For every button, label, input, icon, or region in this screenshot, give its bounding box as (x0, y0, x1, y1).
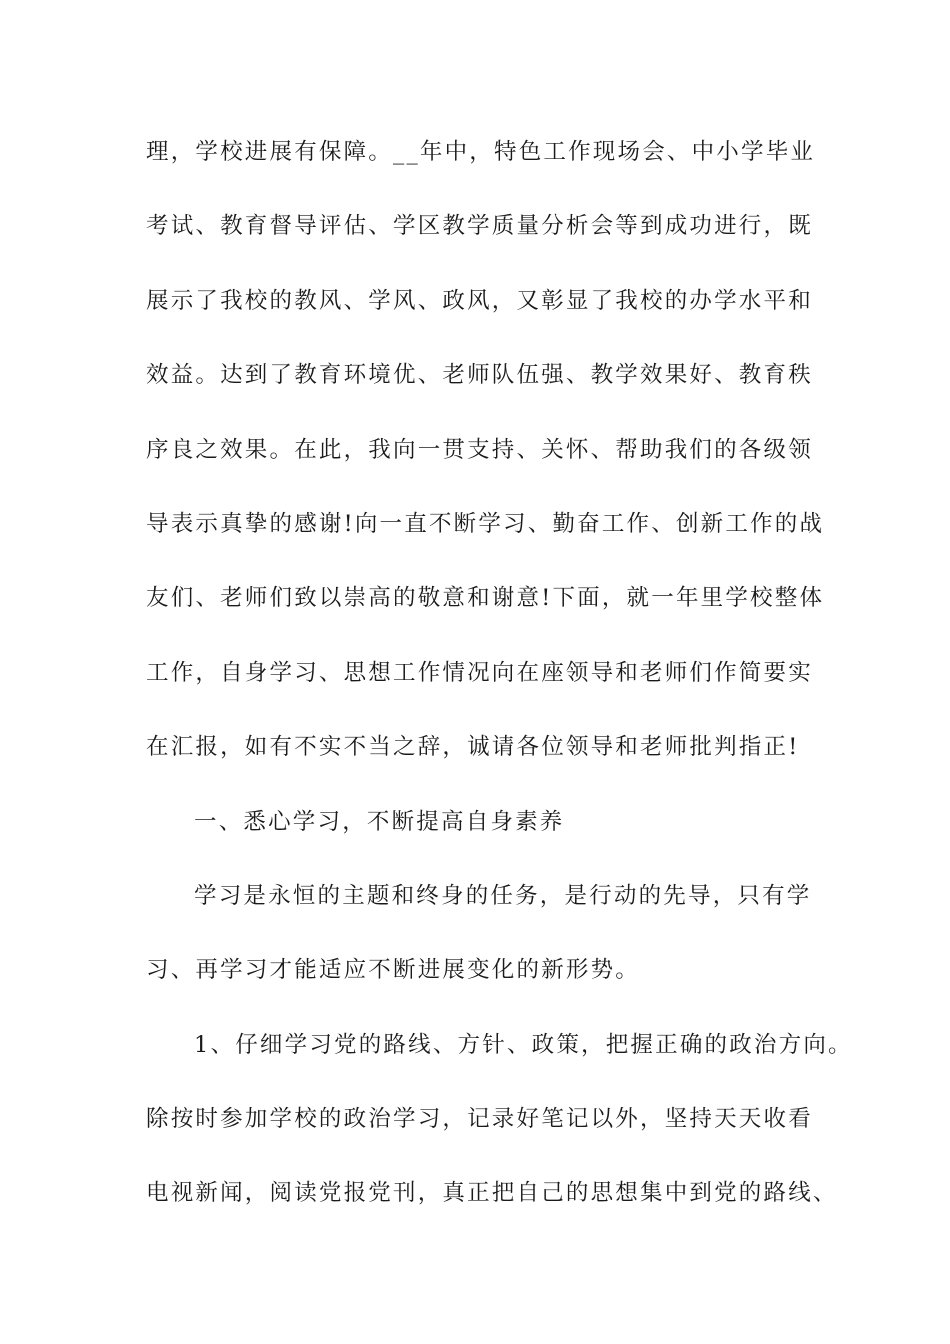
text-line-15: 电视新闻，阅读党报党刊，真正把自己的思想集中到党的路线、 (146, 1180, 838, 1207)
text-line-5: 序良之效果。在此，我向一贯支持、关怀、帮助我们的各级领 (146, 436, 813, 463)
text-line-14: 除按时参加学校的政治学习，记录好笔记以外，坚持天天收看 (146, 1106, 813, 1133)
body-text (146, 128, 853, 1244)
text-line-13: 1、仔细学习党的路线、方针、政策，把握正确的政治方向。 (194, 1031, 853, 1058)
text-line-4: 效益。达到了教育环境优、老师队伍强、教学效果好、教育秩 (146, 362, 813, 389)
text-line-7: 友们、老师们致以崇高的敬意和谢意!下面，就一年里学校整体 (146, 585, 825, 612)
text-line-8: 工作，自身学习、思想工作情况向在座领导和老师们作简要实 (146, 659, 813, 686)
section-heading: 一、悉心学习，不断提高自身素养 (194, 808, 565, 835)
text-line-6: 导表示真挚的感谢!向一直不断学习、勤奋工作、创新工作的战 (146, 510, 825, 537)
text-line-9: 在汇报，如有不实不当之辞，诚请各位领导和老师批判指正! (146, 734, 800, 761)
text-line-12: 习、再学习才能适应不断进展变化的新形势。 (146, 957, 641, 984)
text-line-3: 展示了我校的教风、学风、政风，又彰显了我校的办学水平和 (146, 287, 813, 314)
text-line-11: 学习是永恒的主题和终身的任务，是行动的先导，只有学 (194, 882, 812, 909)
text-line-2: 考试、教育督导评估、学区教学质量分析会等到成功进行，既 (146, 213, 813, 240)
text-line-1: 理，学校进展有保障。__年中，特色工作现场会、中小学毕业 (146, 139, 816, 165)
